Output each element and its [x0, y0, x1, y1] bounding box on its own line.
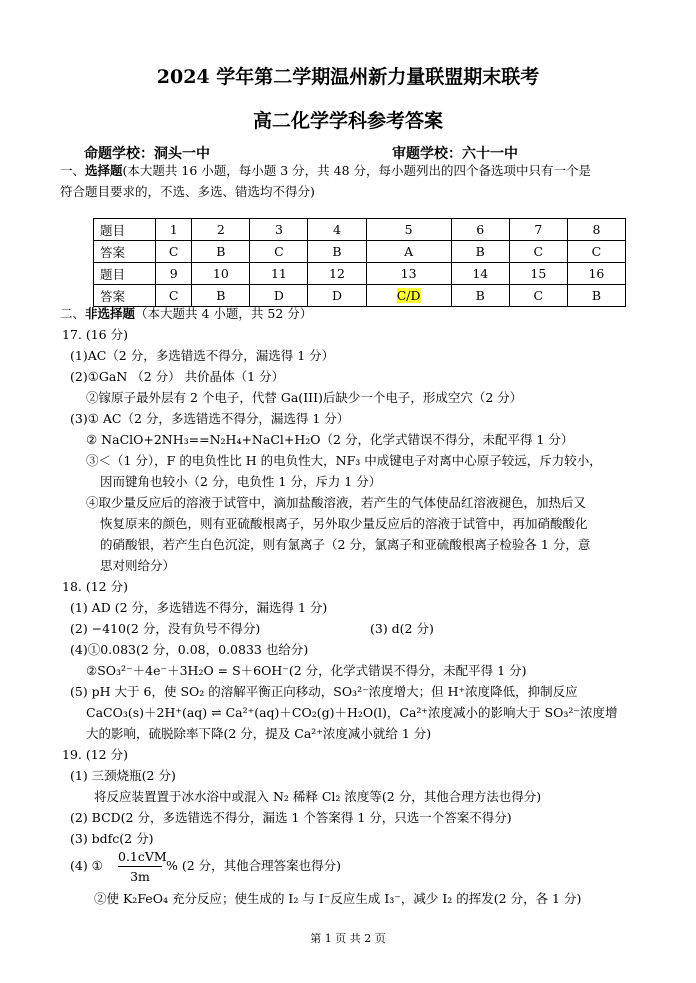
- answer-line: (1) AD (2 分，多选错选不得分，漏选得 1 分): [70, 600, 328, 615]
- answer-line: (1) 三颈烧瓶(2 分): [70, 768, 176, 783]
- answer-line: ④取少量反应后的溶液于试管中，滴加盐酸溶液，若产生的气体使品红溶液褪色，加热后又: [86, 495, 587, 510]
- answer-line: 大的影响，硫脱除率下降(2 分，提及 Ca²⁺浓度减小就给 1 分): [86, 726, 432, 741]
- q17-heading: 17. (16 分): [62, 327, 128, 342]
- table-row: 答案 C B C B A B C C: [94, 241, 626, 263]
- page-footer: 第 1 页 共 2 页: [310, 932, 386, 945]
- table-row: 题目 1 2 3 4 5 6 7 8: [94, 219, 626, 241]
- fraction-denominator: 3m: [130, 869, 150, 884]
- answer-line: ②镓原子最外层有 2 个电子，代替 Ga(III)后缺少一个电子，形成空穴（2 分）: [86, 390, 523, 405]
- answer-line: 因而键角也较小（2 分，电负性 1 分，斥力 1 分）: [100, 474, 382, 489]
- answer-line: % (2 分，其他合理答案也得分): [166, 858, 342, 873]
- answer-line: (3) bdfc(2 分): [70, 831, 154, 846]
- q19-heading: 19. (12 分): [62, 747, 128, 762]
- section2-heading: 二、非选择题（本大题共 4 小题，共 52 分）: [60, 306, 313, 321]
- answer-line: CaCO₃(s)＋2H⁺(aq) ⇌ Ca²⁺(aq)＋CO₂(g)＋H₂O(l)，Ca²⁺浓度减小的影响大于 SO₃²⁻浓度增: [86, 705, 618, 720]
- table-row: 答案 C B D D C/D B C B: [94, 285, 626, 307]
- answer-line: (1)AC（2 分，多选错选不得分，漏选得 1 分）: [70, 348, 335, 363]
- answer-line: (5) pH 大于 6，使 SO₂ 的溶解平衡正向移动，SO₃²⁻浓度增大；但 H⁺浓度降低，抑制反应: [70, 684, 578, 699]
- highlighted-answer: C/D: [396, 288, 421, 303]
- answer-line: 恢复原来的颜色，则有亚硫酸根离子，另外取少量反应后的溶液于试管中，再加硝酸酸化: [100, 516, 588, 531]
- table-row: 题目 9 10 11 12 13 14 15 16: [94, 263, 626, 285]
- section1-heading-cont: 符合题目要求的，不选、多选、错选均不得分): [60, 184, 315, 199]
- fraction-expression: [118, 848, 167, 887]
- answer-line: (2) BCD(2 分，多选错选不得分，漏选 1 个答案得 1 分，只选一个答案不得分): [70, 810, 512, 825]
- answer-line: (3) d(2 分): [370, 621, 434, 636]
- answer-line: (3)① AC（2 分，多选错选不得分，漏选得 1 分）: [70, 411, 350, 426]
- answer-line: ②SO₃²⁻＋4e⁻＋3H₂O = S＋6OH⁻(2 分，化学式错误不得分，未配平得 1 分): [86, 663, 527, 678]
- answer-line: 思对则给分）: [100, 558, 176, 573]
- answer-line: (4) ①: [70, 858, 103, 873]
- answer-line: (2) −410(2 分，没有负号不得分): [70, 621, 261, 636]
- answer-line: ③＜（1 分），F 的电负性比 H 的电负性大，NF₃ 中成键电子对离中心原子较远，斥力较小，: [86, 453, 602, 468]
- exam-subtitle: 高二化学学科参考答案: [252, 110, 443, 132]
- q18-heading: 18. (12 分): [62, 579, 128, 594]
- answer-line: ②使 K₂FeO₄ 充分反应；使生成的 I₂ 与 I⁻反应生成 I₃⁻，减少 I₂ 的挥发(2 分，各 1 分): [94, 891, 582, 906]
- author-school: 命题学校：洞头一中: [84, 146, 210, 162]
- answer-line: (2)①GaN （2 分） 共价晶体（1 分）: [70, 369, 285, 384]
- answer-line: 的硝酸银，若产生白色沉淀，则有氯离子（2 分，氯离子和亚硫酸根离子检验各 1 分，意: [100, 537, 591, 552]
- fraction-numerator: 0.1cVM: [118, 848, 162, 867]
- answer-line: ② NaClO+2NH₃==N₂H₄+NaCl+H₂O（2 分，化学式错误不得分，未配平得 1 分）: [86, 432, 574, 447]
- section1-heading: 一、选择题(本大题共 16 小题，每小题 3 分，共 48 分，每小题列出的四个备选项中只有一个是: [60, 163, 592, 178]
- exam-title: 2024 学年第二学期温州新力量联盟期末联考: [156, 66, 540, 88]
- reviewer-school: 审题学校：六十一中: [392, 146, 518, 162]
- answer-table: [93, 218, 626, 307]
- answer-line: (4)①0.083(2 分，0.08，0.0833 也给分): [70, 642, 309, 657]
- answer-line: 将反应装置置于冰水浴中或混入 N₂ 稀释 Cl₂ 浓度等(2 分，其他合理方法也得分): [94, 789, 542, 804]
- school-info: [84, 143, 644, 163]
